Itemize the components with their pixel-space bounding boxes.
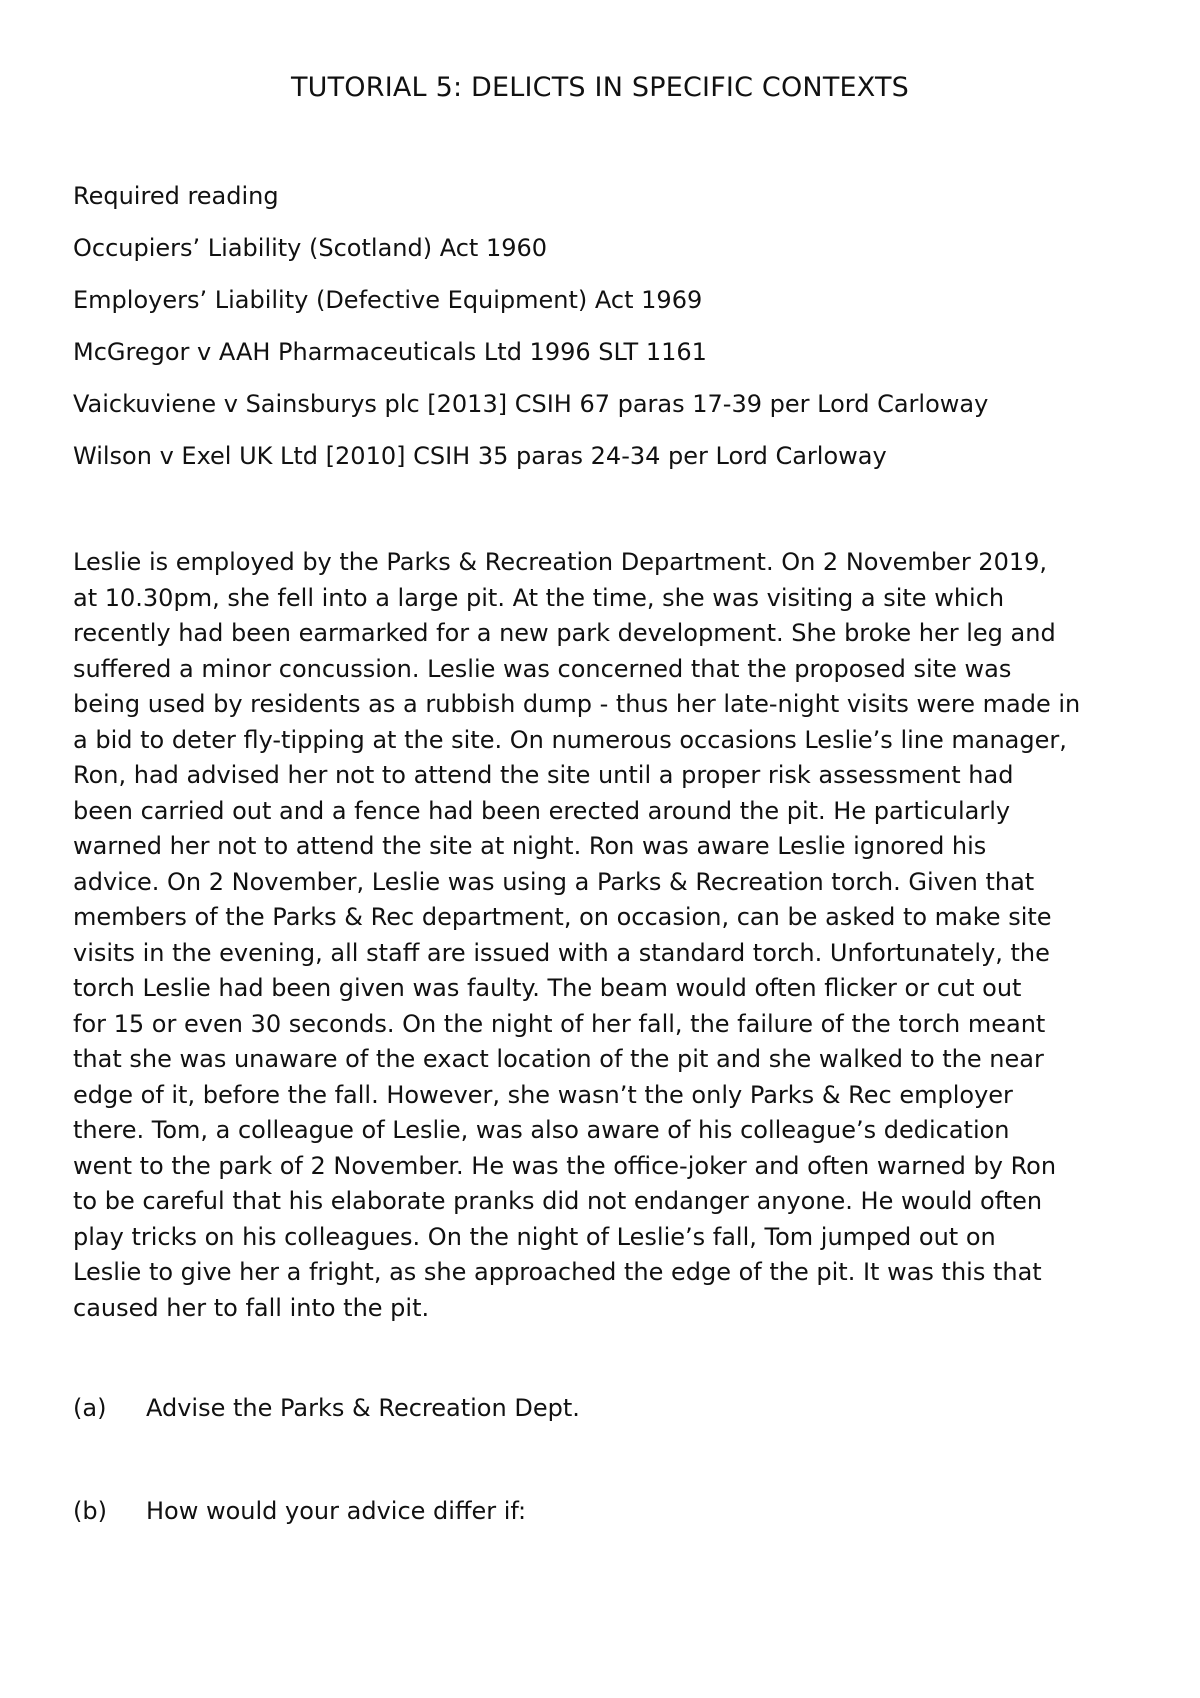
question-b — [73, 1497, 526, 1525]
scenario-line: to be careful that his elaborate pranks did not endanger anyone. He would often — [73, 1187, 1043, 1215]
scenario-line: being used by residents as a rubbish dump - thus her late-night visits were made in — [73, 690, 1081, 718]
scenario-line: recently had been earmarked for a new park development. She broke her leg and — [73, 619, 1056, 647]
scenario-line: caused her to fall into the pit. — [73, 1293, 430, 1322]
scenario-line: at 10.30pm, she fell into a large pit. At the time, she was visiting a site which — [73, 583, 1005, 612]
scenario-line: been carried out and a fence had been erected around the pit. He particularly — [73, 796, 1011, 825]
scenario-line: visits in the evening, all staff are issued with a standard torch. Unfortunately, the — [73, 938, 1050, 967]
scenario-line: Ron, had advised her not to attend the site until a proper risk assessment had — [73, 761, 1014, 789]
scenario-line: suffered a minor concussion. Leslie was concerned that the proposed site was — [73, 654, 1012, 683]
scenario-line: that she was unaware of the exact location of the pit and she walked to the near — [73, 1045, 1044, 1073]
scenario-line: for 15 or even 30 seconds. On the night of her fall, the failure of the torch meant — [73, 1009, 1046, 1038]
scenario-line: went to the park of 2 November. He was the office-joker and often warned by Ron — [73, 1151, 1057, 1180]
scenario-line: torch Leslie had been given was faulty. The beam would often flicker or cut out — [73, 974, 1022, 1002]
scenario-line: a bid to deter fly-tipping at the site. On numerous occasions Leslie’s line manager, — [73, 725, 1067, 754]
scenario-paragraph — [73, 545, 1148, 1326]
required-reading-list — [73, 180, 988, 492]
reading-item: McGregor v AAH Pharmaceuticals Ltd 1996 SLT 1161 — [73, 338, 707, 366]
scenario-line: Leslie to give her a fright, as she approached the edge of the pit. It was this that — [73, 1258, 1042, 1286]
scenario-line: play tricks on his colleagues. On the night of Leslie’s fall, Tom jumped out on — [73, 1222, 996, 1251]
scenario-line: members of the Parks & Rec department, on occasion, can be asked to make site — [73, 903, 1052, 931]
question-a-text: Advise the Parks & Recreation Dept. — [146, 1394, 580, 1422]
reading-item: Employers’ Liability (Defective Equipment) Act 1969 — [73, 286, 703, 314]
reading-item: Vaickuviene v Sainsburys plc [2013] CSIH 67 paras 17-39 per Lord Carloway — [73, 390, 989, 418]
reading-item: Occupiers’ Liability (Scotland) Act 1960 — [73, 234, 548, 262]
scenario-line: edge of it, before the fall. However, she wasn’t the only Parks & Rec employer — [73, 1080, 1013, 1109]
reading-item: Wilson v Exel UK Ltd [2010] CSIH 35 paras 24-34 per Lord Carloway — [73, 442, 887, 470]
page-title: TUTORIAL 5: DELICTS IN SPECIFIC CONTEXTS — [290, 72, 910, 103]
scenario-line: advice. On 2 November, Leslie was using a Parks & Recreation torch. Given that — [73, 867, 1035, 896]
question-b-text: How would your advice differ if: — [146, 1497, 527, 1525]
scenario-line: Leslie is employed by the Parks & Recreation Department. On 2 November 2019, — [73, 548, 1048, 576]
question-a-label: (a) — [73, 1394, 107, 1422]
scenario-line: there. Tom, a colleague of Leslie, was also aware of his colleague’s dedication — [73, 1116, 1010, 1144]
question-b-label: (b) — [73, 1497, 107, 1525]
scenario-line: warned her not to attend the site at night. Ron was aware Leslie ignored his — [73, 832, 987, 860]
question-a — [73, 1394, 580, 1422]
required-reading-heading: Required reading — [73, 182, 279, 210]
